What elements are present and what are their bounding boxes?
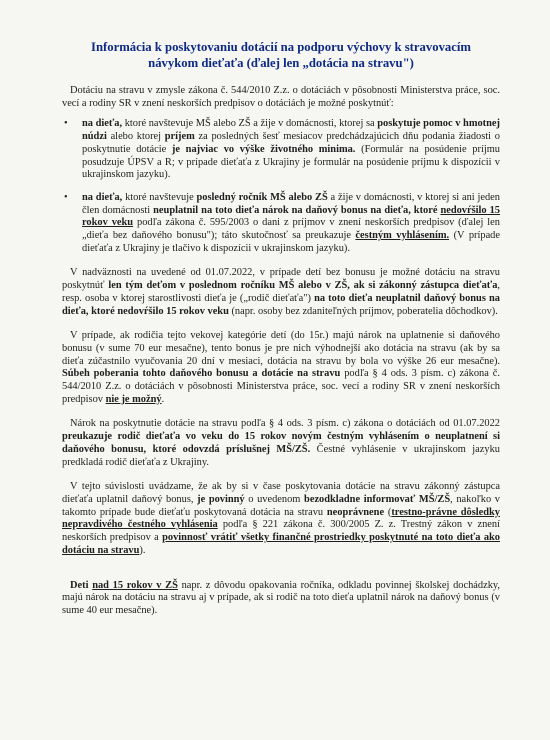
para6-bold: je povinný [197, 493, 245, 505]
para6-bold: neoprávnene [326, 506, 385, 518]
bullet1-bold: poskytuje pomoc v hmotnej núdzi [82, 118, 500, 143]
bullet1-bold: príjem [164, 131, 195, 143]
para7-text: napr. z dôvodu opakovania ročníka, odkladu povinnej školskej dochádzky, majú nárok na dotáciu na stravu aj v prípade, ak si rodič na toto dieťa uplatnil nárok na daňový bonus (v sume 40 eur mesačne). [62, 579, 501, 616]
para6-underlined: povinnosť vrátiť všetky finančné prostriedky poskytnuté na toto dieťa ako dotáciu na stravu [62, 532, 500, 556]
bullet2-text: (V prípade dieťaťa z Ukrajiny je tlačivo k dispozícii v ukrajinskom jazyku). [82, 230, 500, 254]
paragraph-after-july [62, 267, 500, 318]
paragraph-entitlement-proof [62, 418, 500, 469]
para3-bold: na toto dieťa neuplatnil daňový bonus na dieťa, ktoré nedovŕšilo 15 rokov veku [62, 292, 500, 317]
bullet2-text: a žije v domácnosti, v ktorej si ani jeden člen domácnosti [82, 191, 500, 216]
bullet2-underlined: čestným vyhlásením. [355, 230, 450, 242]
list-item [62, 192, 500, 256]
bullet1-lead: na dieťa, [82, 118, 123, 130]
bullet2-text: ktoré navštevuje [122, 191, 197, 203]
para3-bold: len tým deťom v poslednom ročníku MŠ alebo v ZŠ, ak si zákonný zástupca dieťaťa [108, 280, 498, 292]
eligibility-list [62, 118, 500, 255]
page-title [62, 40, 500, 71]
para6-text: V tejto súvislosti uvádzame, že ak by si v čase poskytovania dotácie na stravu zákonný zástupca dieťaťa uplatnil daňový bonus, [62, 481, 500, 505]
bullet1-text: (Formulár na posúdenie príjmu posudzuje ÚPSV a R; v prípade dieťaťa z Ukrajiny je formulár na posúdenie príjmu k dispozícii v ukrajinskom jazyku). [82, 143, 500, 181]
paragraph-bonus-concurrence [62, 330, 500, 406]
bullet1-text: alebo ktorej [106, 131, 165, 143]
bullet2-bold: posledný ročník MŠ alebo ZŠ [196, 191, 328, 203]
para4-text: . [161, 393, 165, 405]
bullet2-lead: na dieťa, [82, 191, 123, 203]
list-item [62, 118, 500, 182]
para6-underlined: trestno-právne dôsledky nepravdivého čestného vyhlásenia [62, 506, 501, 531]
para7-underlined: nad 15 rokov v ZŠ [92, 579, 178, 591]
para5-bold: preukazuje rodič dieťaťa vo veku do 15 rokov novým čestným vyhlásením o neuplatnení si daňového bonusu, ktoré odovzdá príslušnej MŠ/ZŠ. [62, 431, 500, 455]
para4-bold: Súbeh poberania tohto daňového bonusu a dotácie na stravu [62, 368, 341, 380]
bullet-icon: • [64, 191, 68, 203]
para5-text: Čestné vyhlásenie v ukrajinskom jazyku predkladá rodič dieťaťa z Ukrajiny. [62, 443, 500, 468]
bullet2-bold: neuplatnil na toto dieťa nárok na daňový bonus na dieťa, ktoré [153, 204, 441, 216]
intro-paragraph [62, 85, 500, 110]
para5-text: Nárok na poskytnutie dotácie na stravu podľa § 4 ods. 3 písm. c) zákona o dotáciách od 01.07.2022 [70, 418, 500, 430]
bullet1-bold: je najviac vo výške životného minima. [171, 143, 356, 155]
para6-text: ). [139, 544, 146, 556]
bullet1-text: za posledných šesť mesiacov predchádzajúcich dňu podania žiadosti o poskytnutie dotácie [82, 131, 500, 155]
bullet2-text: podľa zákona č. 595/2003 o dani z príjmov v znení neskorších predpisov (ďalej len „dieťa bez daňového bonusu"); táto skutočnosť sa preukazuje [82, 217, 500, 242]
para4-underlined: nie je možný [105, 393, 162, 405]
para3-text: (napr. osoby bez zdaniteľných príjmov, poberatelia dôchodkov). [228, 305, 498, 317]
para3-text: V nadväznosti na uvedené od 01.07.2022, v prípade detí bez bonusu je možné dotáciu na stravu poskytnúť [62, 267, 500, 292]
para4-text: V prípade, ak rodičia tejto vekovej kategórie detí (do 15r.) majú nárok na uplatnenie si daňového bonusu (v sume 70 eur mesačne), tento bonus je pre nich výhodnejší ako dotácia na stravu (ak by sa dieťa zúčastnilo vyučovania 20 dní v mesiaci, dotácia na stravu by bola vo výške 26 eur mesačne). [62, 330, 500, 367]
bullet-icon: • [64, 118, 68, 130]
para6-bold: bezodkladne informovať MŠ/ZŠ [304, 493, 451, 505]
title-line-2: návykom dieťaťa (ďalej len „dotácia na stravu") [148, 55, 414, 70]
para3-text: , resp. osoba v ktorej starostlivosti dieťa je („rodič dieťaťa") [62, 280, 500, 304]
bullet2-underlined: nedovŕšilo 15 rokov veku [82, 204, 500, 229]
intro-text: Dotáciu na stravu v zmysle zákona č. 544/2010 Z.z. o dotáciách v pôsobnosti Ministerstva práce, soc. vecí a rodiny SR v znení neskorších predpisov o dotáciách je možné poskytnúť: [62, 85, 500, 109]
para6-text: ( [384, 506, 392, 518]
para7-bold: Deti [70, 579, 93, 591]
title-line-1: Informácia k poskytovaniu dotácií na podporu výchovy k stravovacím [91, 40, 471, 54]
bullet1-text: ktoré navštevuje MŠ alebo ZŠ a žije v domácnosti, ktorej sa [122, 118, 378, 130]
para6-text: podľa § 221 zákona č. 300/2005 Z. z. Trestný zákon v znení neskorších predpisov a [62, 519, 500, 544]
para4-text: podľa § 4 ods. 3 písm. c) zákona č. 544/2010 Z.z. o dotáciách v pôsobnosti Ministerstva práce, soc. vecí a rodiny SR v znení neskorších predpisov [62, 368, 500, 405]
para6-text: o uvedenom [244, 493, 305, 505]
paragraph-obligations [62, 481, 500, 557]
paragraph-over-15 [62, 580, 500, 618]
para6-text: , nakoľko v takomto prípade bude dieťaťu poskytovaná dotácia na stravu [62, 493, 500, 518]
